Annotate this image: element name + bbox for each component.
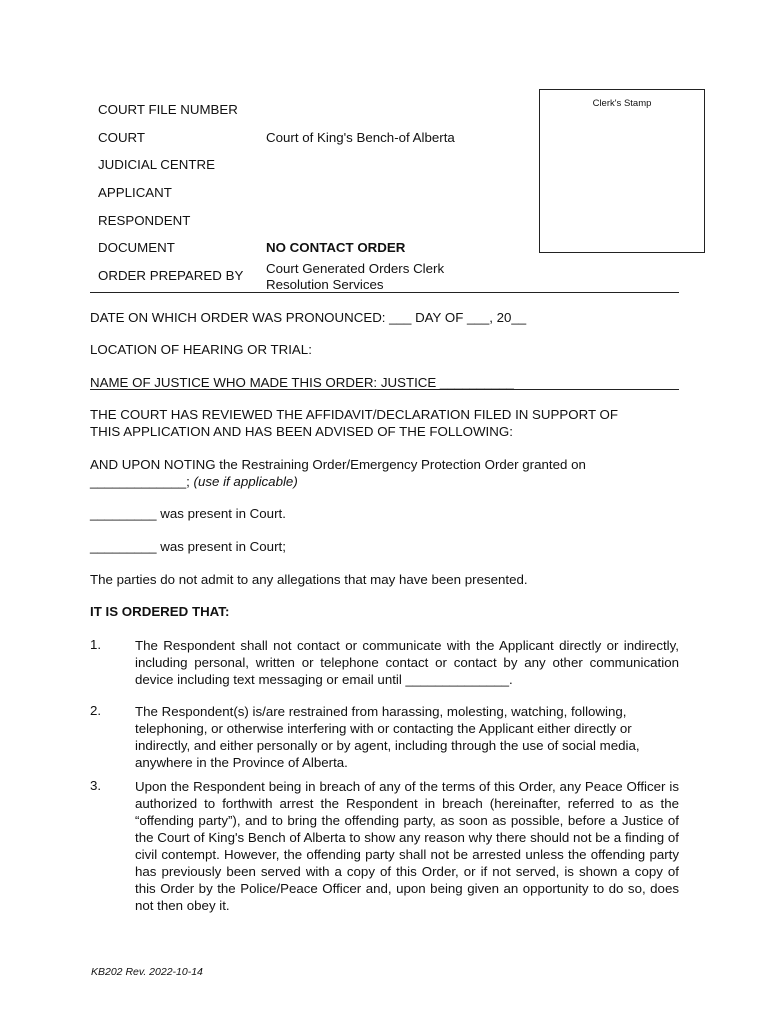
- justice-name-line: NAME OF JUSTICE WHO MADE THIS ORDER: JUSTICE __________: [90, 375, 514, 390]
- location-line: LOCATION OF HEARING OR TRIAL:: [90, 342, 312, 357]
- reviewed-line-1: THE COURT HAS REVIEWED THE AFFIDAVIT/DECLARATION FILED IN SUPPORT OF: [90, 407, 619, 422]
- order-item-1: The Respondent shall not contact or communicate with the Applicant directly or indirectly, including personal, written or telephone contact or contact by any other communication device including text messaging or email until ______________.: [135, 638, 679, 687]
- applicant-label: APPLICANT: [98, 185, 172, 200]
- present-line-2: _________ was present in Court;: [90, 539, 286, 554]
- noting-blank: _____________;: [90, 474, 194, 489]
- noting-applicable-note: (use if applicable): [193, 474, 298, 489]
- order-item-3: Upon the Respondent being in breach of any of the terms of this Order, any Peace Officer is authorized to forthwith arrest the Respondent in breach (hereinafter, referred to as the “offending party”), and to bring the offending party, as soon as possible, before a Justice of the Court of King's Bench of Alberta to show any reason why there should not be a finding of civil contempt. However, the offending party shall not be arrested unless the offending party has previously been served with a copy of this Order, or if not served, is shown a copy of this Order by the Police/Peace Officer and, upon being given an opportunity to do so, does not then obey it.: [135, 779, 679, 913]
- parties-statement: The parties do not admit to any allegations that may have been presented.: [90, 572, 528, 587]
- date-pronounced-line: DATE ON WHICH ORDER WAS PRONOUNCED: ___ DAY OF ___, 20__: [90, 310, 527, 325]
- prepared-by-line2: Resolution Services: [266, 277, 384, 292]
- judicial-centre-label: JUDICIAL CENTRE: [98, 157, 215, 172]
- ordered-heading: IT IS ORDERED THAT:: [90, 604, 230, 619]
- order-item-2: The Respondent(s) is/are restrained from harassing, molesting, watching, following, telephoning, or otherwise interfering with or contacting the Applicant either directly or indirectly, and either personally or by agent, including through the use of social media, anywhere in the Province of Alberta.: [135, 704, 640, 770]
- item-number-1: 1.: [90, 637, 102, 652]
- justice-underline: [90, 389, 679, 390]
- noting-line-2: [90, 474, 298, 489]
- item-number-3: 3.: [90, 778, 102, 793]
- revision-footer: KB202 Rev. 2022-10-14: [91, 966, 203, 978]
- court-file-number-label: COURT FILE NUMBER: [98, 102, 238, 117]
- prepared-by-line1: Court Generated Orders Clerk: [266, 261, 445, 276]
- prepared-by-label: ORDER PREPARED BY: [98, 268, 244, 283]
- noting-line-1: AND UPON NOTING the Restraining Order/Emergency Protection Order granted on: [90, 457, 586, 472]
- clerk-stamp-label: Clerk's Stamp: [592, 98, 652, 109]
- clerk-stamp-box: [539, 89, 705, 253]
- present-line-1: _________ was present in Court.: [90, 506, 286, 521]
- document-label: DOCUMENT: [98, 240, 175, 255]
- court-value: Court of King's Bench-of Alberta: [266, 130, 455, 145]
- document-title: NO CONTACT ORDER: [266, 240, 406, 255]
- item-number-2: 2.: [90, 703, 102, 718]
- header-divider: [90, 292, 679, 293]
- respondent-label: RESPONDENT: [98, 213, 191, 228]
- reviewed-line-2: THIS APPLICATION AND HAS BEEN ADVISED OF THE FOLLOWING:: [90, 424, 513, 439]
- court-label: COURT: [98, 130, 146, 145]
